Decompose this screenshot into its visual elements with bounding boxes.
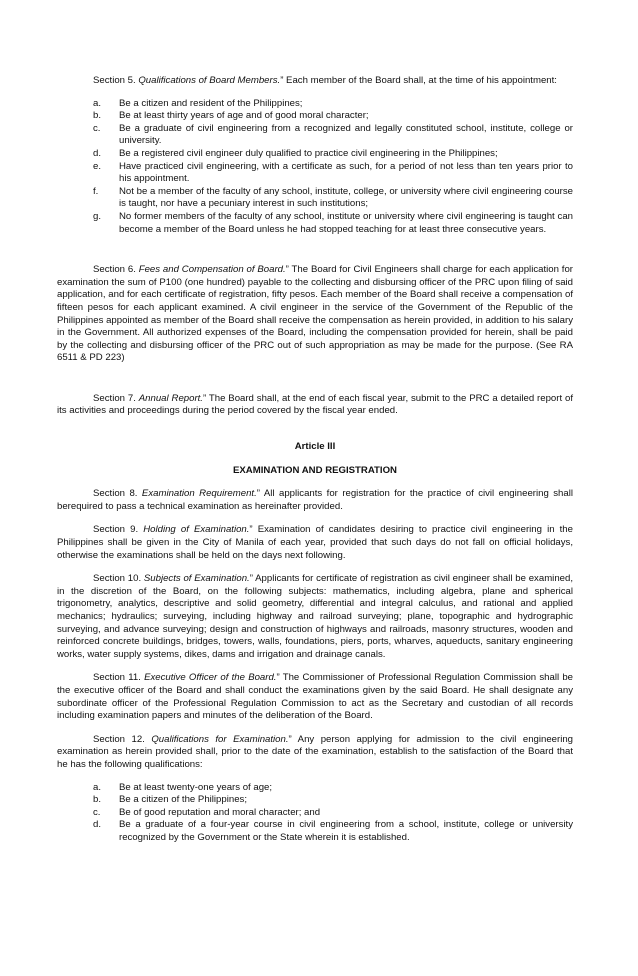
section-9-paragraph	[57, 524, 573, 562]
list-item	[93, 807, 573, 820]
section-6-title: Fees and Compensation of Board.	[138, 264, 286, 276]
section-6-text: ” The Board for Civil Engineers shall charge for each application for examination the sum of P100 (one hundred) payable to the collecting and disbursing officer of the PRC upon filing of said application, and for each certificate of registration, fifty pesos. Each member of the Board shall receive a compensation of fifteen pesos for each applicant examined. A civil engineer in the service of the Government of the Republic of the Philippines appointed as member of the Board shall receive the compensation as herein provided, in addition to his salary in the Government. All authorized expenses of the Board, including the compensation provided for herein, shall be paid by the collecting and disbursing officer of the PRC out of such appropriation as may be made for the purpose. (See RA 6511 & PD 223)	[57, 264, 573, 364]
section-5-lead: Section 5.	[93, 75, 139, 86]
document-page	[57, 75, 573, 845]
list-item	[93, 110, 573, 123]
examination-qualifications-list	[57, 782, 573, 845]
article-heading: EXAMINATION AND REGISTRATION	[233, 464, 397, 476]
list-marker: f.	[93, 185, 99, 197]
list-item-text: Be at least twenty-one years of age;	[119, 781, 273, 793]
list-item	[93, 98, 573, 111]
list-marker: e.	[93, 160, 102, 172]
section-7-text: ” The Board shall, at the end of each fiscal year, submit to the PRC a detailed report of its activities and proceedings during the period covered by the fiscal year ended.	[57, 392, 573, 417]
list-marker: b.	[93, 110, 102, 122]
section-11-paragraph	[57, 672, 573, 722]
list-marker: c.	[93, 122, 101, 134]
list-item	[93, 819, 573, 844]
section-12-paragraph	[57, 734, 573, 772]
section-11-text: ” The Commissioner of Professional Regulation Commission shall be the executive officer of the Board and shall conduct the examinations given by the said Board. He shall designate any subordinate officer of the Professional Regulation Commission to act as the Secretary and custodian of all records including examination papers and minutes of the deliberation of the Board.	[57, 672, 573, 722]
section-7-title: Annual Report.	[138, 392, 203, 404]
section-10-text: ” Applicants for certificate of registration as civil engineer shall be examined, in the discretion of the Board, on the following subjects: mathematics, including algebra, plane and spherical trigonometry, analytics, descriptive and solid geometry, differential and integral calculus, and rational and applied mechanics; hydraulics; surveying, including highway and railroad surveying; plane, topographic and hydrographic surveying, and advance surveying; design and construction of highways and railroads, masonry structures, wooden and reinforced concrete buildings, bridges, towers, walls, foundations, piers, ports, wharves, aqueducts, sanitary engineering works, water supply systems, dikes, dams and irrigation and drainage canals.	[57, 573, 573, 660]
list-marker: b.	[93, 794, 102, 806]
list-marker: c.	[93, 806, 101, 818]
list-marker: d.	[93, 147, 102, 159]
list-marker: d.	[93, 819, 102, 831]
list-item-text: Be a graduate of civil engineering from a recognized and legally constituted school, institute, college or university.	[119, 122, 573, 147]
section-5-text: ” Each member of the Board shall, at the time of his appointment:	[280, 75, 557, 86]
list-item-text: No former members of the faculty of any school, institute or university where civil engineering is taught can become a member of the Board unless he had stopped teaching for at least three consecutive years.	[119, 210, 573, 235]
section-9-lead: Section 9.	[93, 524, 144, 536]
section-5-title: Qualifications of Board Members.	[138, 75, 281, 86]
section-6-paragraph	[57, 264, 573, 365]
list-item	[93, 794, 573, 807]
section-5-paragraph	[57, 75, 573, 88]
section-10-lead: Section 10.	[93, 573, 144, 585]
list-item-text: Be a citizen and resident of the Philippines;	[119, 97, 303, 109]
section-6-lead: Section 6.	[93, 264, 139, 276]
list-item-text: Be a citizen of the Philippines;	[119, 794, 247, 806]
list-item-text: Be a registered civil engineer duly qualified to practice civil engineering in the Philippines;	[119, 147, 498, 159]
list-item-text: Not be a member of the faculty of any school, institute, college, or university where civil engineering course is taught, nor have a pecuniary interest in such institutions;	[119, 185, 573, 210]
section-12-lead: Section 12.	[93, 733, 152, 745]
list-marker: a.	[93, 97, 102, 109]
section-10-paragraph	[57, 573, 573, 661]
list-item	[93, 161, 573, 186]
list-item-text: Be at least thirty years of age and of good moral character;	[119, 110, 369, 122]
section-8-paragraph	[57, 488, 573, 513]
section-8-lead: Section 8.	[93, 488, 142, 500]
section-7-paragraph	[57, 393, 573, 418]
list-marker: g.	[93, 210, 102, 222]
section-9-text: ” Examination of candidates desiring to practice civil engineering in the Philippines shall be given in the City of Manila of each year, provided that such days do not fall on official holidays, otherwise the examinations shall be held on the days next following.	[57, 524, 573, 561]
section-11-title: Executive Officer of the Board.	[144, 672, 277, 684]
list-item-text: Have practiced civil engineering, with a certificate as such, for a period of not less than ten years prior to his appointment.	[119, 160, 573, 185]
list-item	[93, 186, 573, 211]
section-8-title: Examination Requirement.	[141, 488, 257, 500]
section-12-text: ” Any person applying for admission to the civil engineering examination as herein provided shall, prior to the date of the examination, establish to the satisfaction of the Board that he has the following qualifications:	[57, 733, 573, 770]
section-8-text: ” All applicants for registration for the practice of civil engineering shall berequired to pass a technical examination as hereinafter provided.	[57, 488, 573, 512]
section-12-title: Qualifications for Examination.	[151, 733, 289, 745]
section-10-title: Subjects of Examination.	[143, 573, 250, 585]
article-number: Article III	[294, 441, 336, 453]
board-member-qualifications-list	[57, 98, 573, 237]
section-11-lead: Section 11.	[93, 672, 145, 684]
section-9-title: Holding of Examination.	[143, 524, 250, 536]
list-item-text: Be of good reputation and moral character; and	[119, 806, 321, 818]
list-item	[93, 148, 573, 161]
list-marker: a.	[93, 781, 102, 793]
section-7-lead: Section 7.	[93, 392, 139, 404]
list-item	[93, 211, 573, 236]
list-item	[93, 123, 573, 148]
list-item-text: Be a graduate of a four-year course in civil engineering from a school, institute, college or university recognized by the Government or the State wherein it is established.	[119, 819, 573, 843]
list-item	[93, 782, 573, 795]
